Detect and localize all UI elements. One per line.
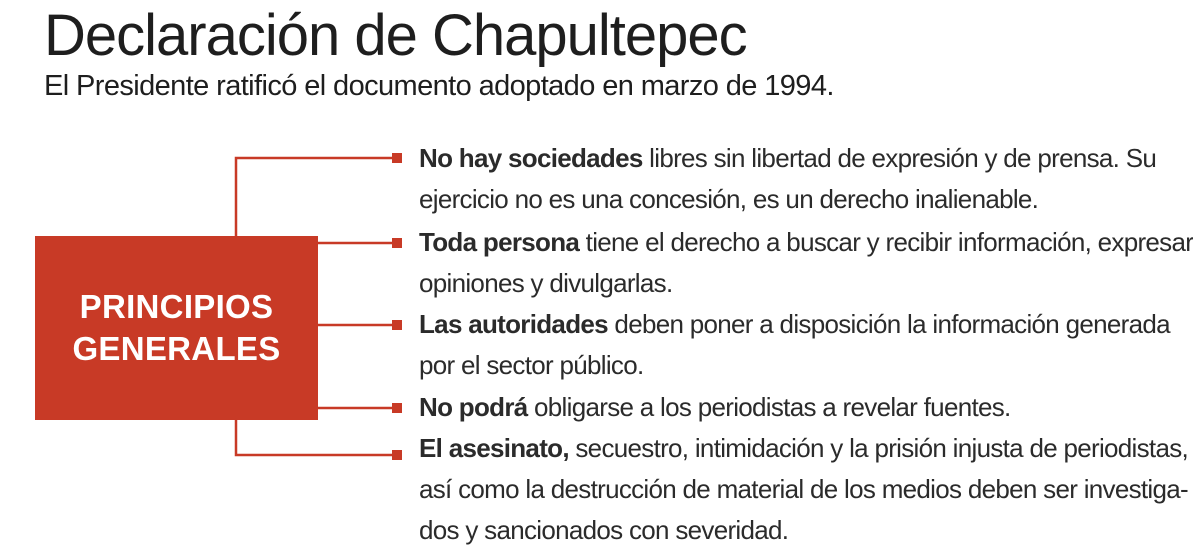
principles-box-line-1: PRINCIPIOS: [79, 288, 274, 325]
principle-item-3-lead: Las autoridades: [419, 309, 608, 339]
bullet-square-5: [392, 450, 402, 460]
principle-item-1: [419, 138, 1179, 220]
principle-item-2-line-1: [419, 222, 1193, 263]
principle-item-5-text: secuestro, intimidación y la prisión injusta de periodistas,: [568, 433, 1189, 463]
principle-item-1-line-1: [419, 138, 1179, 179]
principle-item-3-line-2: por el sector público.: [419, 350, 644, 380]
page-title: Declaración de Chapultepec: [44, 3, 747, 68]
principle-item-5-line-1: [419, 428, 1189, 469]
bullet-square-3: [392, 320, 402, 330]
connector-line-1: [236, 158, 392, 236]
bullet-square-2: [392, 238, 402, 248]
principle-item-3-text: deben poner a disposición la información generada: [607, 309, 1170, 339]
principle-item-5: [419, 428, 1189, 551]
principle-item-4: [419, 387, 1179, 428]
principle-item-5-line-3: dos y sancionados con severidad.: [419, 515, 789, 545]
principle-item-1-line-2: ejercicio no es una concesión, es un derecho inalienable.: [419, 184, 1039, 214]
principle-item-3-line-1: [419, 304, 1179, 345]
principle-item-5-line-2: así como la destrucción de material de los medios deben ser investiga-: [419, 474, 1188, 504]
principle-item-2-text: tiene el derecho a buscar y recibir información, expresar: [579, 227, 1193, 257]
principle-item-1-text: libres sin libertad de expresión y de prensa. Su: [642, 143, 1157, 173]
principle-item-4-line-1: [419, 387, 1179, 428]
principle-item-2-line-2: opiniones y divulgarlas.: [419, 268, 673, 298]
principle-item-3: [419, 304, 1179, 386]
principles-box: [35, 236, 318, 420]
bullet-square-1: [392, 153, 402, 163]
principle-item-5-lead: El asesinato,: [419, 433, 569, 463]
principle-item-1-lead: No hay sociedades: [419, 143, 643, 173]
principle-item-2-lead: Toda persona: [419, 227, 580, 257]
bullet-square-4: [392, 403, 402, 413]
principle-item-4-lead: No podrá: [419, 392, 528, 422]
connector-line-5: [236, 420, 392, 455]
principle-item-2: [419, 222, 1193, 304]
principle-item-4-text: obligarse a los periodistas a revelar fuentes.: [527, 392, 1011, 422]
page-subtitle: El Presidente ratificó el documento adoptado en marzo de 1994.: [44, 70, 834, 102]
principles-box-line-2: GENERALES: [72, 330, 281, 367]
